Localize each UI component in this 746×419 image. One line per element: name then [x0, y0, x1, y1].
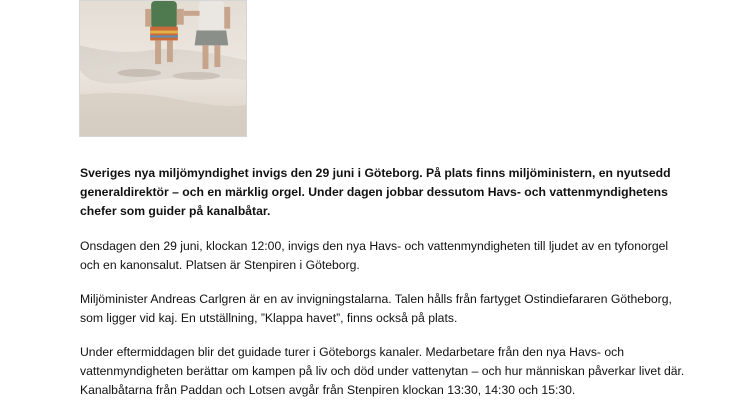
article-lead: Sveriges nya miljömyndighet invigs den 29 juni i Göteborg. På plats finns miljöministern, en nyutsedd generaldirektör – och en märklig orgel. Under dagen jobbar dessutom Havs- och vattenmyndighetens chefer som guider på kanalbåtar. — [80, 166, 671, 218]
article-paragraph-2: Miljöminister Andreas Carlgren är en av invigningstalarna. Talen hålls från fartyget Ostindiefararen Götheborg, som ligger vid kaj. En utställning, ”Klappa havet”, finns också på plats. — [80, 292, 672, 325]
beach-children-image — [80, 1, 246, 136]
article-paragraph-1: Onsdagen den 29 juni, klockan 12:00, invigs den nya Havs- och vattenmyndigheten till ljudet av en tyfonorgel och en kanonsalut. Platsen är Stenpiren i Göteborg. — [80, 239, 669, 272]
article-paragraph-3: Under eftermiddagen blir det guidade turer i Göteborgs kanaler. Medarbetare från den nya Havs- och vattenmyndigheten berättar om kampen på liv och död under vattenytan – och hur människan påverkar livet där. Kanalbåtarna från Paddan och Lotsen avgår från Stenpiren klockan 13:30, 14:30 och 15:30. — [80, 345, 685, 397]
article-body — [80, 164, 690, 415]
article-photo — [79, 0, 247, 137]
